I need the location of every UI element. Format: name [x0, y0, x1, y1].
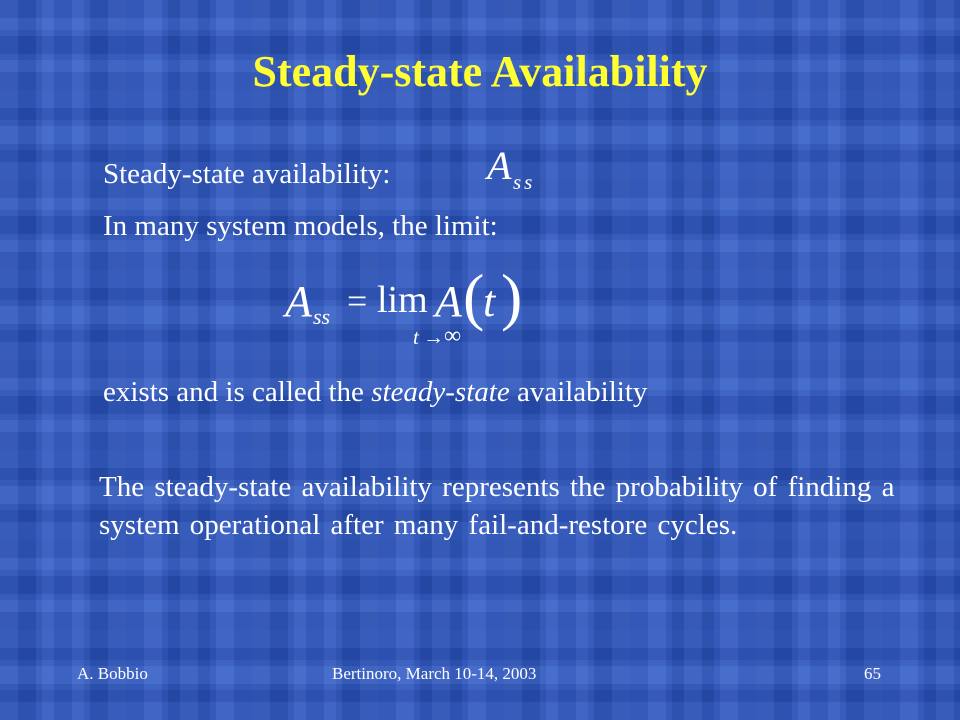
- formula-lim: lim: [377, 279, 428, 321]
- limit-intro-line: In many system models, the limit:: [103, 210, 498, 242]
- emphasis-steady-state: steady-state: [371, 376, 510, 408]
- formula-lhs-subscript: ss: [313, 304, 331, 329]
- footer-author: A. Bobbio: [77, 664, 148, 683]
- formula-argument: t: [483, 277, 496, 326]
- definition-conclusion-line: [103, 374, 647, 410]
- slide-title: Steady-state Availability: [252, 47, 708, 96]
- formula-close-paren: ): [501, 261, 523, 332]
- formula-limit-variable: t: [413, 325, 419, 349]
- availability-symbol-subscript: ss: [513, 170, 536, 194]
- definition-line: Steady-state availability:: [103, 158, 391, 190]
- formula-equals: =: [347, 281, 368, 321]
- formula-lhs-base: A: [285, 277, 312, 326]
- limit-formula: [285, 261, 525, 360]
- conclusion-text-end: availability: [509, 376, 648, 408]
- formula-open-paren: (: [463, 261, 485, 332]
- formula-limit-arrow: →: [423, 325, 444, 349]
- explanation-paragraph: The steady-state availability represents the probability of finding a system operational after many fail-and-restore cycles.: [99, 471, 895, 541]
- conclusion-text: exists and is called the: [103, 376, 372, 408]
- formula-function: A: [435, 277, 462, 326]
- formula-limit-target: ∞: [444, 323, 462, 349]
- footer-page-number: 65: [864, 664, 881, 683]
- availability-symbol: A: [487, 143, 512, 188]
- footer-event: Bertinoro, March 10-14, 2003: [332, 664, 537, 683]
